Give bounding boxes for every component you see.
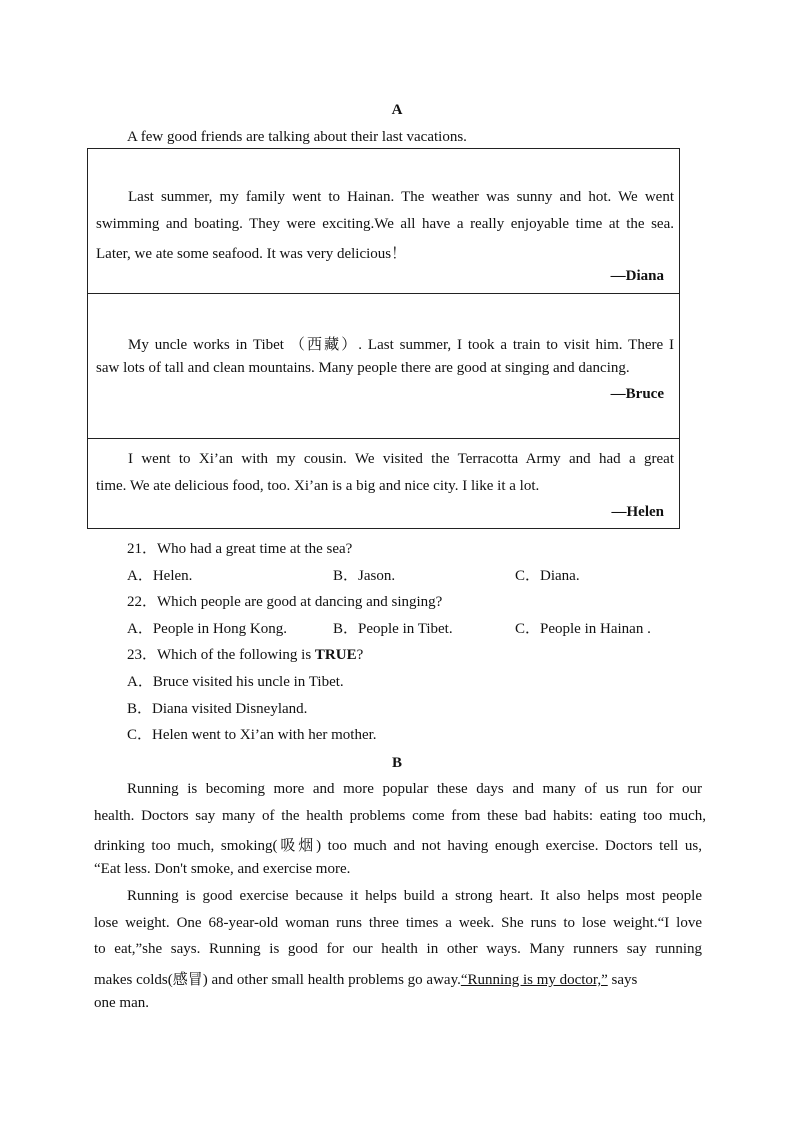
passage-box-bruce bbox=[87, 293, 680, 439]
question-text: Which of the following is bbox=[157, 647, 315, 663]
passage-line: swimming and boating. They were exciting.We all have a really enjoyable time at the sea. bbox=[96, 216, 674, 232]
section-b-heading: B bbox=[391, 755, 402, 771]
q23-option-b[interactable]: B．Diana visited Disneyland. bbox=[127, 701, 308, 717]
question-emphasis: TRUE bbox=[314, 647, 357, 663]
passage-line: saw lots of tall and clean mountains. Many people there are good at singing and dancing. bbox=[96, 360, 630, 376]
q23-option-c[interactable]: C．Helen went to Xi’an with her mother. bbox=[127, 727, 377, 743]
passage-line: I went to Xi’an with my cousin. We visited the Terracotta Army and had a great bbox=[128, 451, 674, 467]
paragraph-line: one man. bbox=[94, 995, 149, 1011]
q23-option-a[interactable]: A．Bruce visited his uncle in Tibet. bbox=[127, 674, 344, 690]
question-text: Who had a great time at the sea? bbox=[157, 541, 353, 557]
section-a-heading: A bbox=[391, 102, 403, 118]
underlined-quote: “Running is my doctor,” bbox=[460, 972, 608, 988]
paragraph-line: drinking too much, smoking(吸烟) too much and not having enough exercise. Doctors tell us, bbox=[94, 838, 702, 854]
q21-option-b[interactable]: B．Jason. bbox=[333, 568, 396, 584]
paragraph-line: Running is becoming more and more popular these days and many of us run for our bbox=[127, 781, 702, 797]
passage-line: My uncle works in Tibet （西藏）. Last summer, I took a train to visit him. There I bbox=[128, 337, 674, 353]
paragraph-line: Running is good exercise because it helps build a strong heart. It also helps most people bbox=[127, 888, 702, 904]
passage-box-helen bbox=[87, 438, 680, 529]
question-22 bbox=[127, 590, 442, 611]
question-21 bbox=[127, 537, 352, 558]
passage-line: time. We ate delicious food, too. Xi’an is a big and nice city. I like it a lot. bbox=[96, 478, 540, 494]
q22-option-a[interactable]: A．People in Hong Kong. bbox=[127, 621, 287, 637]
paragraph-line: to eat,”she says. Running is good for our health in other ways. Many runners say running bbox=[94, 941, 702, 957]
question-number: 22． bbox=[127, 594, 158, 610]
question-number: 23． bbox=[127, 647, 158, 663]
question-23 bbox=[127, 643, 363, 664]
passage-box-diana bbox=[87, 148, 680, 294]
signature-helen: —Helen bbox=[611, 504, 664, 520]
q22-option-c[interactable]: C．People in Hainan . bbox=[515, 621, 651, 637]
q21-option-c[interactable]: C．Diana. bbox=[515, 568, 580, 584]
question-number: 21． bbox=[127, 541, 158, 557]
q22-option-b[interactable]: B．People in Tibet. bbox=[333, 621, 453, 637]
question-text-end: ? bbox=[356, 647, 364, 663]
passage-line: Later, we ate some seafood. It was very delicious！ bbox=[96, 246, 407, 262]
line-text: makes colds(感冒) and other small health problems go away. bbox=[94, 972, 461, 988]
section-a-intro: A few good friends are talking about their last vacations. bbox=[127, 129, 467, 145]
question-text: Which people are good at dancing and singing? bbox=[157, 594, 443, 610]
paragraph-line: “Eat less. Don't smoke, and exercise more. bbox=[94, 861, 351, 877]
q21-option-a[interactable]: A．Helen. bbox=[127, 568, 193, 584]
signature-bruce: —Bruce bbox=[610, 386, 664, 402]
paragraph-line-with-quote bbox=[94, 968, 637, 989]
passage-line: Last summer, my family went to Hainan. The weather was sunny and hot. We went bbox=[128, 189, 674, 205]
signature-diana: —Diana bbox=[610, 268, 664, 284]
paragraph-line: lose weight. One 68-year-old woman runs three times a week. She runs to lose weight.“I love bbox=[94, 915, 702, 931]
paragraph-line: health. Doctors say many of the health problems come from these bad habits: eating too much, bbox=[94, 808, 706, 824]
line-text-end: says bbox=[607, 972, 638, 988]
